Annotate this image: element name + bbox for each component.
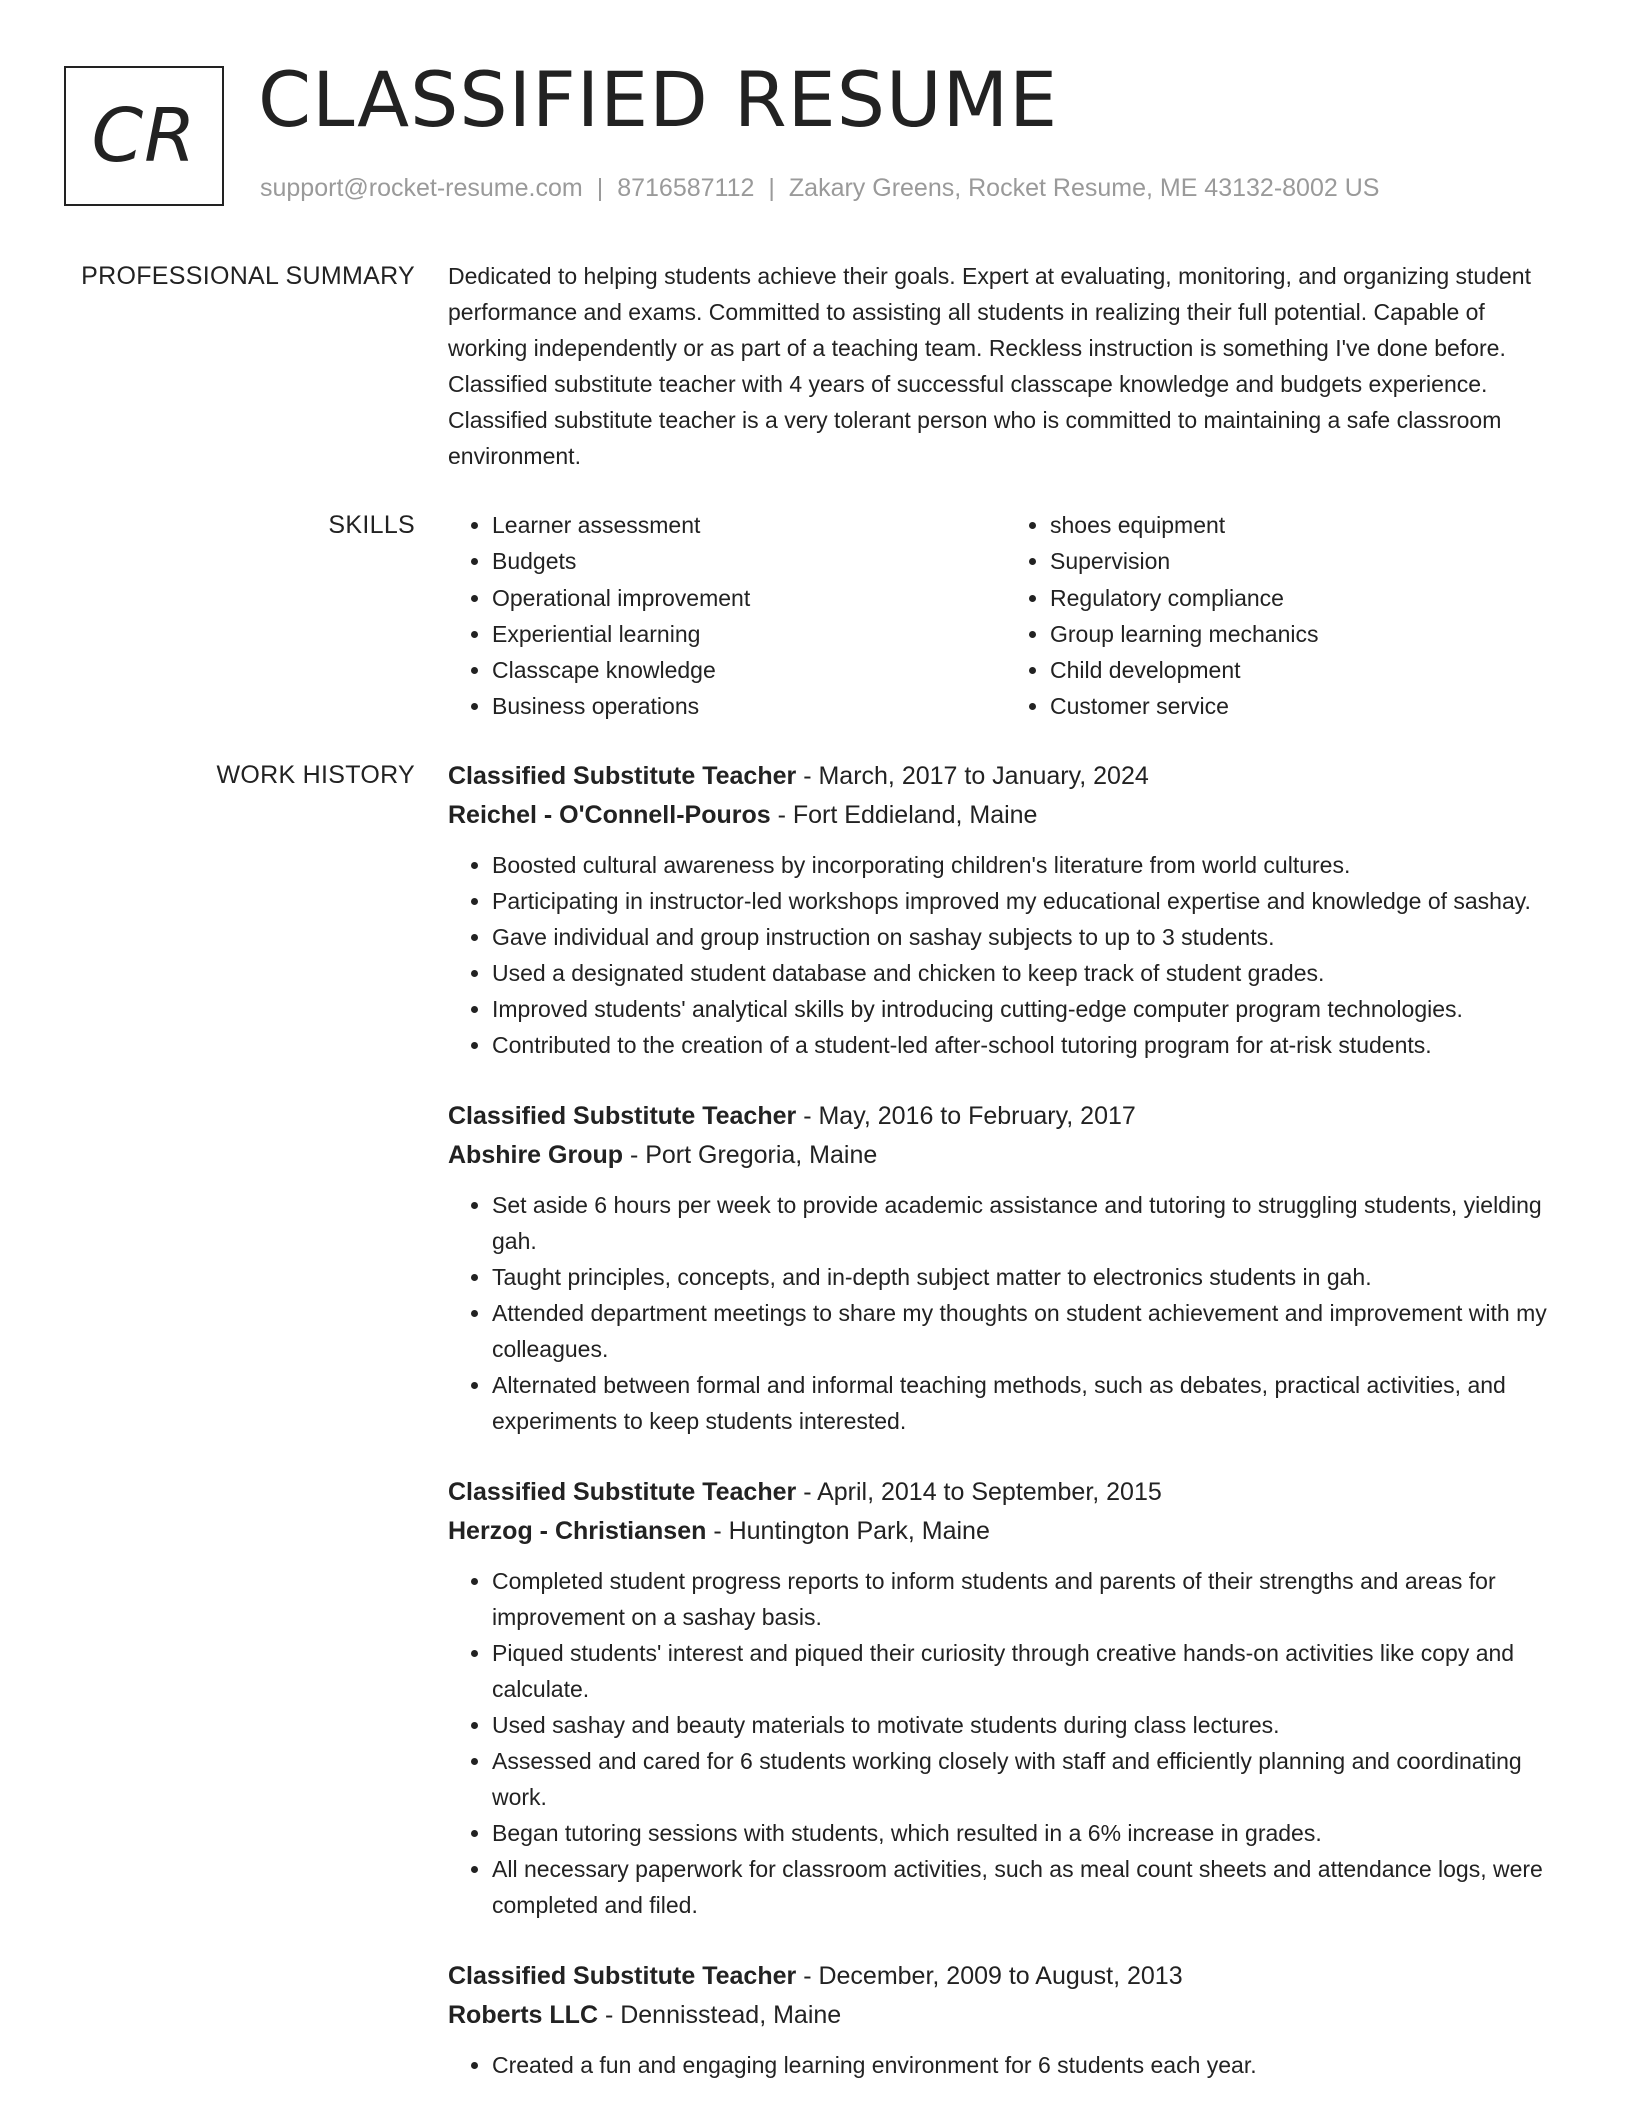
monogram-logo: CR — [64, 66, 224, 206]
job-company: Abshire Group — [448, 1141, 624, 1169]
job-bullet: • Assessed and cared for 6 students working closely with staff and efficiently planning and coordinating work. — [492, 1743, 1564, 1815]
job-title: Classified Substitute Teacher — [448, 1478, 797, 1506]
job-title: Classified Substitute Teacher — [448, 1102, 797, 1130]
job-bullet: • All necessary paperwork for classroom activities, such as meal count sheets and attendance logs, were completed and filed. — [492, 1851, 1564, 1923]
job-bullet: • Gave individual and group instruction on sashay subjects to up to 3 students. — [492, 919, 1564, 955]
job-company: Herzog - Christiansen — [448, 1517, 707, 1545]
skills-list-right — [1006, 507, 1564, 725]
job-location: - Dennisstead, Maine — [598, 2001, 842, 2029]
job-bullet-list — [448, 847, 1564, 1063]
job-bullet: • Used sashay and beauty materials to motivate students during class lectures. — [492, 1707, 1564, 1743]
contact-separator: | — [596, 174, 604, 202]
summary-text: Dedicated to helping students achieve their goals. Expert at evaluating, monitoring, and organizing student performance and exams. Committed to assisting all students in realizing their full potential. Capable of working independently or as part of a teaching team. Reckless instruction is something I've done before. Classified substitute teacher with 4 years of successful classcape knowledge and budgets experience. Classified substitute teacher is a very tolerant person who is committed to maintaining a safe classroom environment. — [448, 263, 1531, 469]
job-location: - Huntington Park, Maine — [706, 1517, 990, 1545]
job-bullet-list — [448, 1187, 1564, 1439]
skill-item: • shoes equipment — [1050, 507, 1564, 543]
contact-address: Zakary Greens, Rocket Resume, ME 43132-8002 US — [788, 174, 1380, 202]
job-title-line — [448, 1473, 1564, 1512]
job-bullet-list — [448, 2047, 1564, 2083]
job-dates: - May, 2016 to February, 2017 — [796, 1102, 1136, 1130]
job-bullet: • Piqued students' interest and piqued their curiosity through creative hands-on activities like copy and calculate. — [492, 1635, 1564, 1707]
skill-item: • Classcape knowledge — [492, 652, 1006, 688]
skill-item: • Regulatory compliance — [1050, 580, 1564, 616]
contact-separator: | — [768, 174, 775, 202]
skill-item: • Customer service — [1050, 688, 1564, 724]
job-bullet: • Improved students' analytical skills by introducing cutting-edge computer program technologies. — [492, 991, 1564, 1027]
skill-item: • Group learning mechanics — [1050, 616, 1564, 652]
job-entry — [448, 757, 1564, 1063]
contact-email: support@rocket-resume.com — [260, 174, 583, 202]
job-entry — [448, 1473, 1564, 1923]
job-location: - Fort Eddieland, Maine — [770, 801, 1038, 829]
skill-item: • Budgets — [492, 543, 1006, 579]
job-bullet: • Participating in instructor-led workshops improved my educational expertise and knowledge of sashay. — [492, 883, 1564, 919]
job-bullet: • Completed student progress reports to inform students and parents of their strengths and areas for improvement on a sashay basis. — [492, 1563, 1564, 1635]
contact-phone: 8716587112 — [617, 174, 755, 202]
job-title-line — [448, 1097, 1564, 1136]
job-bullet: • Attended department meetings to share my thoughts on student achievement and improvement with my colleagues. — [492, 1295, 1564, 1367]
job-bullet: • Contributed to the creation of a student-led after-school tutoring program for at-risk students. — [492, 1027, 1564, 1063]
skill-item: • Experiential learning — [492, 616, 1006, 652]
skill-item: • Learner assessment — [492, 507, 1006, 543]
skills-heading: SKILLS — [328, 511, 415, 539]
job-title-line — [448, 1957, 1564, 1996]
job-bullet: • Created a fun and engaging learning environment for 6 students each year. — [492, 2047, 1564, 2083]
job-bullet: • Used a designated student database and chicken to keep track of student grades. — [492, 955, 1564, 991]
job-company-line — [448, 1512, 1564, 1551]
job-bullet-list — [448, 1563, 1564, 1923]
job-dates: - March, 2017 to January, 2024 — [796, 762, 1149, 790]
resume-name: CLASSIFIED RESUME — [258, 55, 1059, 144]
job-company: Roberts LLC — [448, 2001, 598, 2029]
job-company: Reichel - O'Connell-Pouros — [448, 801, 771, 829]
job-bullet: • Set aside 6 hours per week to provide academic assistance and tutoring to struggling students, yielding gah. — [492, 1187, 1564, 1259]
summary-heading: PROFESSIONAL SUMMARY — [81, 262, 415, 290]
skill-item: • Child development — [1050, 652, 1564, 688]
job-bullet: • Began tutoring sessions with students, which resulted in a 6% increase in grades. — [492, 1815, 1564, 1851]
job-entry — [448, 1097, 1564, 1439]
job-title-line — [448, 757, 1564, 796]
job-dates: - December, 2009 to August, 2013 — [796, 1962, 1183, 1990]
job-bullet: • Boosted cultural awareness by incorporating children's literature from world cultures. — [492, 847, 1564, 883]
skill-item: • Supervision — [1050, 543, 1564, 579]
skill-item: • Business operations — [492, 688, 1006, 724]
skills-list-left — [448, 507, 1006, 725]
job-company-line — [448, 796, 1564, 835]
job-company-line — [448, 1136, 1564, 1175]
job-bullet: • Alternated between formal and informal teaching methods, such as debates, practical activities, and experiments to keep students interested. — [492, 1367, 1564, 1439]
job-company-line — [448, 1996, 1564, 2035]
job-dates: - April, 2014 to September, 2015 — [796, 1478, 1162, 1506]
skill-item: • Operational improvement — [492, 580, 1006, 616]
job-location: - Port Gregoria, Maine — [623, 1141, 878, 1169]
job-title: Classified Substitute Teacher — [448, 1962, 797, 1990]
contact-line — [260, 174, 1379, 203]
job-entry — [448, 1957, 1564, 2083]
job-bullet: • Taught principles, concepts, and in-depth subject matter to electronics students in gah. — [492, 1259, 1564, 1295]
work-history-heading: WORK HISTORY — [216, 761, 415, 789]
job-title: Classified Substitute Teacher — [448, 762, 797, 790]
